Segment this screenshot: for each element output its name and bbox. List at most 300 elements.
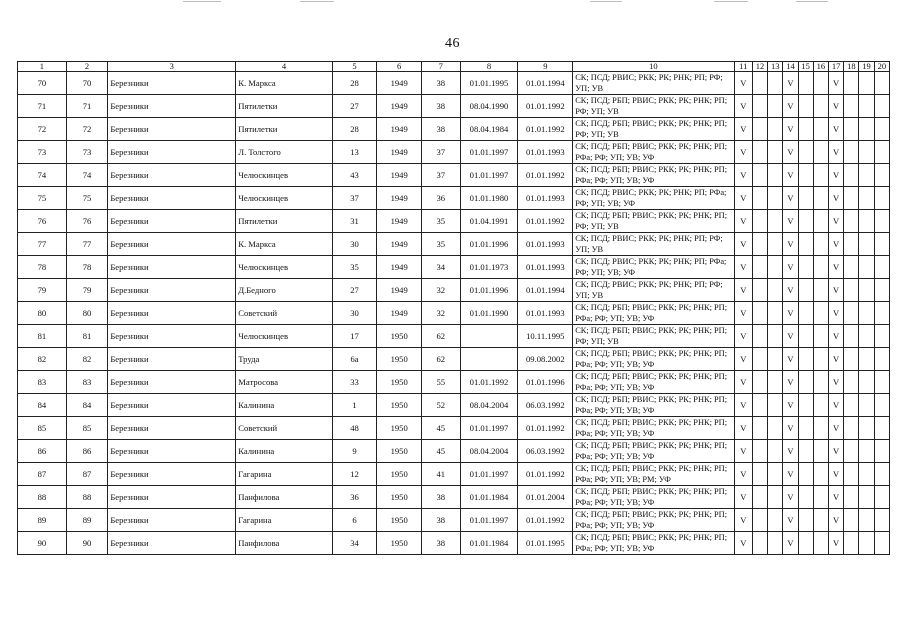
street-cell: Челюскинцев	[236, 325, 332, 348]
table-body	[18, 72, 890, 555]
mark-cell-col-14: V	[783, 509, 798, 532]
mark-cell-col-14: V	[783, 325, 798, 348]
mark-cell-col-16	[813, 233, 828, 256]
mark-cell-col-16	[813, 95, 828, 118]
mark-cell-col-16	[813, 279, 828, 302]
date-cell: 08.04.1990	[460, 95, 518, 118]
column-header-6: 6	[377, 62, 422, 72]
mark-cell-col-17: V	[828, 141, 843, 164]
wear-percent-cell: 36	[421, 187, 460, 210]
street-cell: Гагарина	[236, 463, 332, 486]
date-cell: 10.11.1995	[518, 325, 573, 348]
mark-cell-col-18	[844, 394, 859, 417]
mark-cell-col-18	[844, 532, 859, 555]
wear-percent-cell: 55	[421, 371, 460, 394]
mark-cell-col-11: V	[734, 394, 752, 417]
object-number: 79	[66, 279, 108, 302]
mark-cell-col-12	[752, 394, 767, 417]
object-number: 78	[66, 256, 108, 279]
mark-cell-col-11: V	[734, 233, 752, 256]
mark-cell-col-14: V	[783, 348, 798, 371]
mark-cell-col-12	[752, 164, 767, 187]
date-cell: 01.01.1995	[518, 532, 573, 555]
mark-cell-col-13	[768, 325, 783, 348]
mark-cell-col-18	[844, 325, 859, 348]
page-number: 46	[445, 36, 460, 51]
table-row	[18, 210, 890, 233]
codes-cell: СК; ПСД; РВИС; РКК; РК; РНК; РП; РФа; РФ; УП; УВ; УФ	[573, 256, 734, 279]
date-cell: 08.04.2004	[460, 440, 518, 463]
row-number: 81	[18, 325, 67, 348]
street-cell: Матросова	[236, 371, 332, 394]
date-cell: 01.01.1996	[518, 371, 573, 394]
mark-cell-col-15	[798, 371, 813, 394]
house-number-cell: 9	[332, 440, 377, 463]
house-number-cell: 30	[332, 302, 377, 325]
column-header-11: 11	[734, 62, 752, 72]
codes-cell: СК; ПСД; РВИС; РКК; РК; РНК; РП; РФ; УП; УВ	[573, 233, 734, 256]
codes-cell: СК; ПСД; РБП; РВИС; РКК; РК; РНК; РП; РФа; РФ; УП; УВ; УФ	[573, 302, 734, 325]
mark-cell-col-11: V	[734, 302, 752, 325]
mark-cell-col-19	[859, 72, 874, 95]
mark-cell-col-15	[798, 532, 813, 555]
mark-cell-col-18	[844, 164, 859, 187]
mark-cell-col-18	[844, 463, 859, 486]
mark-cell-col-17: V	[828, 532, 843, 555]
column-header-10: 10	[573, 62, 734, 72]
mark-cell-col-14: V	[783, 233, 798, 256]
mark-cell-col-11: V	[734, 417, 752, 440]
mark-cell-col-18	[844, 141, 859, 164]
mark-cell-col-18	[844, 210, 859, 233]
row-number: 84	[18, 394, 67, 417]
mark-cell-col-15	[798, 509, 813, 532]
build-year-cell: 1950	[377, 325, 422, 348]
mark-cell-col-20	[874, 348, 889, 371]
date-cell: 01.01.1993	[518, 187, 573, 210]
mark-cell-col-14: V	[783, 417, 798, 440]
mark-cell-col-11: V	[734, 210, 752, 233]
street-cell: Челюскинцев	[236, 187, 332, 210]
build-year-cell: 1949	[377, 118, 422, 141]
column-header-13: 13	[768, 62, 783, 72]
row-number: 70	[18, 72, 67, 95]
mark-cell-col-13	[768, 371, 783, 394]
mark-cell-col-15	[798, 394, 813, 417]
scan-mark	[590, 1, 622, 2]
date-cell: 01.01.1992	[518, 463, 573, 486]
house-number-cell: 1	[332, 394, 377, 417]
street-cell: Челюскинцев	[236, 164, 332, 187]
house-number-cell: 12	[332, 463, 377, 486]
table-row	[18, 95, 890, 118]
city-cell: Березники	[108, 187, 236, 210]
build-year-cell: 1949	[377, 279, 422, 302]
mark-cell-col-14: V	[783, 118, 798, 141]
house-number-cell: 6	[332, 509, 377, 532]
codes-cell: СК; ПСД; РБП; РВИС; РКК; РК; РНК; РП; РФа; РФ; УП; УВ; УФ	[573, 394, 734, 417]
mark-cell-col-12	[752, 233, 767, 256]
date-cell: 01.01.1997	[460, 141, 518, 164]
build-year-cell: 1949	[377, 164, 422, 187]
mark-cell-col-11: V	[734, 95, 752, 118]
house-number-cell: 34	[332, 532, 377, 555]
build-year-cell: 1949	[377, 72, 422, 95]
mark-cell-col-17: V	[828, 486, 843, 509]
mark-cell-col-13	[768, 302, 783, 325]
date-cell: 06.03.1992	[518, 394, 573, 417]
city-cell: Березники	[108, 486, 236, 509]
table-row	[18, 417, 890, 440]
codes-cell: СК; ПСД; РВИС; РКК; РК; РНК; РП; РФ; УП; УВ	[573, 72, 734, 95]
city-cell: Березники	[108, 509, 236, 532]
house-number-cell: 31	[332, 210, 377, 233]
mark-cell-col-16	[813, 440, 828, 463]
object-number: 72	[66, 118, 108, 141]
build-year-cell: 1950	[377, 486, 422, 509]
scan-mark	[796, 1, 828, 2]
row-number: 87	[18, 463, 67, 486]
table-row	[18, 440, 890, 463]
city-cell: Березники	[108, 233, 236, 256]
object-number: 88	[66, 486, 108, 509]
mark-cell-col-19	[859, 233, 874, 256]
mark-cell-col-18	[844, 440, 859, 463]
mark-cell-col-12	[752, 371, 767, 394]
house-number-cell: 28	[332, 118, 377, 141]
city-cell: Березники	[108, 72, 236, 95]
mark-cell-col-19	[859, 440, 874, 463]
column-header-8: 8	[460, 62, 518, 72]
date-cell: 01.01.1973	[460, 256, 518, 279]
row-number: 78	[18, 256, 67, 279]
mark-cell-col-11: V	[734, 164, 752, 187]
mark-cell-col-19	[859, 348, 874, 371]
table-row	[18, 141, 890, 164]
build-year-cell: 1950	[377, 463, 422, 486]
mark-cell-col-16	[813, 532, 828, 555]
object-number: 81	[66, 325, 108, 348]
object-number: 80	[66, 302, 108, 325]
mark-cell-col-11: V	[734, 325, 752, 348]
mark-cell-col-20	[874, 164, 889, 187]
codes-cell: СК; ПСД; РБП; РВИС; РКК; РК; РНК; РП; РФа; РФ; УП; УВ; РМ; УФ	[573, 463, 734, 486]
mark-cell-col-19	[859, 210, 874, 233]
mark-cell-col-12	[752, 141, 767, 164]
mark-cell-col-19	[859, 164, 874, 187]
mark-cell-col-15	[798, 72, 813, 95]
codes-cell: СК; ПСД; РБП; РВИС; РКК; РК; РНК; РП; РФа; РФ; УП; УВ; УФ	[573, 141, 734, 164]
mark-cell-col-12	[752, 486, 767, 509]
mark-cell-col-13	[768, 486, 783, 509]
column-header-9: 9	[518, 62, 573, 72]
mark-cell-col-19	[859, 256, 874, 279]
date-cell: 01.01.1993	[518, 233, 573, 256]
wear-percent-cell: 38	[421, 118, 460, 141]
table-row	[18, 532, 890, 555]
mark-cell-col-11: V	[734, 509, 752, 532]
mark-cell-col-15	[798, 348, 813, 371]
row-number: 85	[18, 417, 67, 440]
mark-cell-col-14: V	[783, 463, 798, 486]
mark-cell-col-14: V	[783, 371, 798, 394]
city-cell: Березники	[108, 325, 236, 348]
mark-cell-col-13	[768, 440, 783, 463]
codes-cell: СК; ПСД; РБП; РВИС; РКК; РК; РНК; РП; РФа; РФ; УП; УВ; УФ	[573, 440, 734, 463]
object-number: 90	[66, 532, 108, 555]
street-cell: К. Маркса	[236, 233, 332, 256]
date-cell: 01.01.1993	[518, 141, 573, 164]
object-number: 75	[66, 187, 108, 210]
mark-cell-col-17: V	[828, 95, 843, 118]
build-year-cell: 1950	[377, 509, 422, 532]
mark-cell-col-16	[813, 118, 828, 141]
wear-percent-cell: 52	[421, 394, 460, 417]
object-number: 71	[66, 95, 108, 118]
mark-cell-col-20	[874, 463, 889, 486]
mark-cell-col-14: V	[783, 532, 798, 555]
mark-cell-col-15	[798, 302, 813, 325]
mark-cell-col-20	[874, 95, 889, 118]
mark-cell-col-19	[859, 141, 874, 164]
mark-cell-col-15	[798, 210, 813, 233]
house-number-cell: 6а	[332, 348, 377, 371]
mark-cell-col-12	[752, 256, 767, 279]
wear-percent-cell: 32	[421, 279, 460, 302]
city-cell: Березники	[108, 463, 236, 486]
wear-percent-cell: 38	[421, 95, 460, 118]
mark-cell-col-17: V	[828, 187, 843, 210]
street-cell: Пятилетки	[236, 95, 332, 118]
mark-cell-col-20	[874, 72, 889, 95]
mark-cell-col-20	[874, 302, 889, 325]
mark-cell-col-17: V	[828, 118, 843, 141]
table-row	[18, 187, 890, 210]
mark-cell-col-11: V	[734, 141, 752, 164]
wear-percent-cell: 37	[421, 141, 460, 164]
mark-cell-col-14: V	[783, 95, 798, 118]
city-cell: Березники	[108, 532, 236, 555]
mark-cell-col-18	[844, 233, 859, 256]
mark-cell-col-11: V	[734, 440, 752, 463]
mark-cell-col-11: V	[734, 371, 752, 394]
house-number-cell: 13	[332, 141, 377, 164]
wear-percent-cell: 35	[421, 210, 460, 233]
object-number: 84	[66, 394, 108, 417]
date-cell: 01.01.1994	[518, 279, 573, 302]
wear-percent-cell: 32	[421, 302, 460, 325]
house-number-cell: 28	[332, 72, 377, 95]
row-number: 72	[18, 118, 67, 141]
codes-cell: СК; ПСД; РБП; РВИС; РКК; РК; РНК; РП; РФ; УП; УВ	[573, 325, 734, 348]
mark-cell-col-16	[813, 164, 828, 187]
mark-cell-col-14: V	[783, 440, 798, 463]
build-year-cell: 1949	[377, 256, 422, 279]
city-cell: Березники	[108, 256, 236, 279]
mark-cell-col-19	[859, 325, 874, 348]
mark-cell-col-19	[859, 302, 874, 325]
codes-cell: СК; ПСД; РВИС; РКК; РК; РНК; РП; РФа; РФ; УП; УВ; УФ	[573, 187, 734, 210]
date-cell	[460, 348, 518, 371]
mark-cell-col-18	[844, 279, 859, 302]
codes-cell: СК; ПСД; РБП; РВИС; РКК; РК; РНК; РП; РФа; РФ; УП; УВ; УФ	[573, 532, 734, 555]
row-number: 71	[18, 95, 67, 118]
mark-cell-col-15	[798, 440, 813, 463]
date-cell: 01.01.1997	[460, 417, 518, 440]
house-number-cell: 27	[332, 95, 377, 118]
mark-cell-col-15	[798, 463, 813, 486]
table-row	[18, 509, 890, 532]
column-header-15: 15	[798, 62, 813, 72]
date-cell: 01.01.1993	[518, 256, 573, 279]
mark-cell-col-18	[844, 72, 859, 95]
mark-cell-col-20	[874, 279, 889, 302]
mark-cell-col-17: V	[828, 164, 843, 187]
mark-cell-col-18	[844, 118, 859, 141]
city-cell: Березники	[108, 302, 236, 325]
mark-cell-col-12	[752, 279, 767, 302]
mark-cell-col-19	[859, 417, 874, 440]
object-number: 77	[66, 233, 108, 256]
mark-cell-col-15	[798, 187, 813, 210]
date-cell: 01.04.1991	[460, 210, 518, 233]
table-row	[18, 348, 890, 371]
mark-cell-col-11: V	[734, 348, 752, 371]
scan-top-marks	[0, 0, 905, 6]
table-row	[18, 233, 890, 256]
mark-cell-col-14: V	[783, 302, 798, 325]
mark-cell-col-13	[768, 187, 783, 210]
housing-registry-table	[17, 61, 890, 555]
table-row	[18, 394, 890, 417]
city-cell: Березники	[108, 210, 236, 233]
row-number: 75	[18, 187, 67, 210]
row-number: 77	[18, 233, 67, 256]
mark-cell-col-20	[874, 371, 889, 394]
mark-cell-col-13	[768, 141, 783, 164]
table-row	[18, 279, 890, 302]
mark-cell-col-17: V	[828, 256, 843, 279]
date-cell: 01.01.1997	[460, 463, 518, 486]
object-number: 82	[66, 348, 108, 371]
wear-percent-cell: 35	[421, 233, 460, 256]
column-header-16: 16	[813, 62, 828, 72]
wear-percent-cell: 62	[421, 348, 460, 371]
mark-cell-col-13	[768, 164, 783, 187]
mark-cell-col-20	[874, 187, 889, 210]
city-cell: Березники	[108, 440, 236, 463]
mark-cell-col-15	[798, 233, 813, 256]
mark-cell-col-18	[844, 256, 859, 279]
city-cell: Березники	[108, 371, 236, 394]
codes-cell: СК; ПСД; РВИС; РКК; РК; РНК; РП; РФ; УП; УВ	[573, 279, 734, 302]
mark-cell-col-16	[813, 210, 828, 233]
column-header-7: 7	[421, 62, 460, 72]
mark-cell-col-20	[874, 532, 889, 555]
row-number: 73	[18, 141, 67, 164]
scan-mark	[714, 1, 748, 2]
row-number: 86	[18, 440, 67, 463]
row-number: 82	[18, 348, 67, 371]
column-number-row	[18, 62, 890, 72]
mark-cell-col-19	[859, 187, 874, 210]
date-cell: 01.01.1992	[518, 95, 573, 118]
build-year-cell: 1950	[377, 417, 422, 440]
column-header-17: 17	[828, 62, 843, 72]
mark-cell-col-12	[752, 210, 767, 233]
date-cell: 01.01.1997	[460, 509, 518, 532]
street-cell: Калинина	[236, 440, 332, 463]
mark-cell-col-18	[844, 509, 859, 532]
object-number: 89	[66, 509, 108, 532]
mark-cell-col-17: V	[828, 279, 843, 302]
build-year-cell: 1949	[377, 302, 422, 325]
city-cell: Березники	[108, 164, 236, 187]
mark-cell-col-11: V	[734, 72, 752, 95]
street-cell: Д.Бедного	[236, 279, 332, 302]
mark-cell-col-14: V	[783, 164, 798, 187]
date-cell: 01.01.1990	[460, 302, 518, 325]
house-number-cell: 48	[332, 417, 377, 440]
house-number-cell: 27	[332, 279, 377, 302]
mark-cell-col-20	[874, 233, 889, 256]
mark-cell-col-16	[813, 371, 828, 394]
date-cell: 01.01.1992	[460, 371, 518, 394]
mark-cell-col-19	[859, 279, 874, 302]
mark-cell-col-13	[768, 394, 783, 417]
mark-cell-col-17: V	[828, 325, 843, 348]
mark-cell-col-13	[768, 509, 783, 532]
mark-cell-col-16	[813, 256, 828, 279]
mark-cell-col-18	[844, 348, 859, 371]
mark-cell-col-16	[813, 486, 828, 509]
date-cell: 08.04.1984	[460, 118, 518, 141]
mark-cell-col-12	[752, 440, 767, 463]
mark-cell-col-12	[752, 417, 767, 440]
mark-cell-col-12	[752, 509, 767, 532]
mark-cell-col-13	[768, 417, 783, 440]
street-cell: Панфилова	[236, 532, 332, 555]
mark-cell-col-14: V	[783, 210, 798, 233]
object-number: 74	[66, 164, 108, 187]
mark-cell-col-20	[874, 141, 889, 164]
mark-cell-col-19	[859, 486, 874, 509]
mark-cell-col-17: V	[828, 72, 843, 95]
mark-cell-col-13	[768, 532, 783, 555]
city-cell: Березники	[108, 417, 236, 440]
wear-percent-cell: 37	[421, 164, 460, 187]
row-number: 83	[18, 371, 67, 394]
wear-percent-cell: 41	[421, 463, 460, 486]
build-year-cell: 1949	[377, 187, 422, 210]
table-row	[18, 371, 890, 394]
mark-cell-col-17: V	[828, 417, 843, 440]
mark-cell-col-17: V	[828, 210, 843, 233]
column-header-19: 19	[859, 62, 874, 72]
wear-percent-cell: 62	[421, 325, 460, 348]
date-cell: 01.01.1996	[460, 279, 518, 302]
row-number: 80	[18, 302, 67, 325]
build-year-cell: 1950	[377, 532, 422, 555]
mark-cell-col-15	[798, 141, 813, 164]
object-number: 73	[66, 141, 108, 164]
mark-cell-col-11: V	[734, 279, 752, 302]
date-cell: 01.01.1984	[460, 486, 518, 509]
mark-cell-col-11: V	[734, 463, 752, 486]
column-header-12: 12	[752, 62, 767, 72]
object-number: 85	[66, 417, 108, 440]
mark-cell-col-16	[813, 72, 828, 95]
